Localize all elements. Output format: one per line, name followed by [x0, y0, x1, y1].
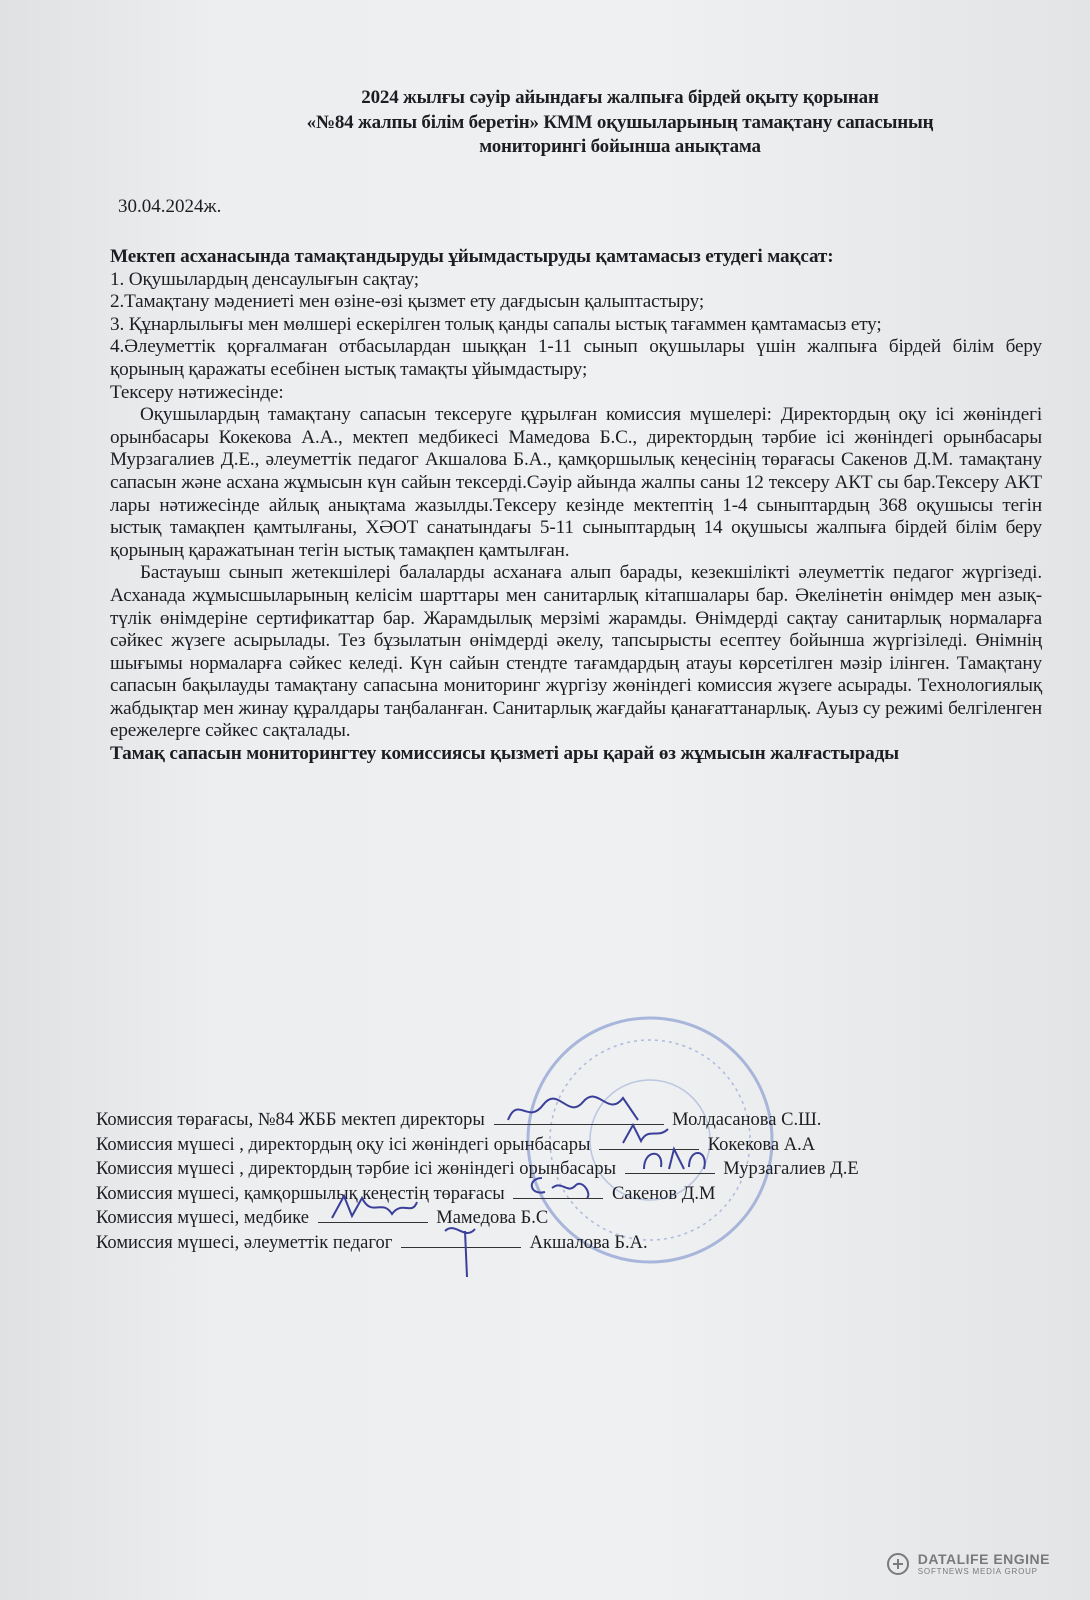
signatory-name: Сакенов Д.М: [611, 1183, 716, 1204]
document-date: 30.04.2024ж.: [118, 196, 222, 217]
paragraph-canteen: Бастауыш сынып жетекшілері балаларды асханаға алып барады, кезекшілікті әлеуметтік педагог жүргізеді. Асханада жұмысшыларының келісім шарттары мен санитарлық кітапшалары бар. Әкелінетін өнімдер мен азық-түлік өнімдеріне сертификаттар бар. Жарамдылық мерзімі жарамды. Өнімдерді сақтау санитарлық нормаларға сәйкес жүзеге асырылады. Тез бұзылатын өнімдерді әкелу, тапсырысты есептеу бойынша жүргізіледі. Өнімнің шығымы нормаларға сәйкес келеді. Күн сайын стендте тағамдардың атауы көрсетілген мәзір ілінген. Тамақтану сапасын бақылауды тамақтану сапасына мониторинг жүргізу жөніндегі комиссия жүзеге асырады. Технологиялық жабдықтар мен жинау құралдары таңбаланған. Санитарлық жағдайы қанағаттанарлық. Ауыз су режимі белгіленген ережелерге сәйкес сақталады.: [110, 562, 1042, 742]
signature-row: [96, 1108, 859, 1133]
title-line: 2024 жылғы сәуір айындағы жалпыға бірдей оқыту қорынан: [361, 87, 879, 108]
handwritten-signature: [517, 1164, 607, 1200]
watermark: [886, 1551, 1050, 1576]
document-title: [140, 86, 1090, 160]
signatory-name: Мурзагалиев Д.Е: [723, 1159, 859, 1179]
watermark-subtitle: SOFTNEWS MEDIA GROUP: [917, 1567, 1038, 1576]
signature-row: [96, 1157, 859, 1182]
goal-item: 1. Оқушылардың денсаулығын сақтау;: [110, 268, 419, 290]
watermark-title: DATALIFE ENGINE: [917, 1551, 1050, 1567]
title-line: мониторингі бойынша анықтама: [479, 136, 761, 157]
goal-heading: Мектеп асханасында тамақтандыруды ұйымдастыруды қамтамасыз етудегі мақсат:: [110, 246, 834, 267]
conclusion: Тамақ сапасын мониторингтеу комиссиясы қызметі ары қарай өз жұмысын жалғастырады: [110, 743, 899, 765]
signature-row: [96, 1231, 859, 1256]
goal-item: 4.Әлеуметтік қорғалмаған отбасылардан шыққан 1-11 сынып оқушылары үшін жалпыға бірдей білім беру қорының қаражаты есебінен ыстық тамақты ұйымдастыру;: [110, 336, 1042, 380]
handwritten-signature: [405, 1211, 525, 1281]
signatory-name: Молдасанова С.Ш.: [672, 1110, 822, 1130]
signatory-role: Комиссия төрағасы, №84 ЖББ мектеп директоры: [96, 1110, 485, 1130]
signatory-role: Комиссия мүшесі , директордың тәрбие ісі жөніндегі орынбасары: [96, 1159, 617, 1179]
signatory-role: Комиссия мүшесі, қамқоршылық кеңестің төрағасы: [96, 1183, 505, 1204]
signatory-name: Кокекова А.А: [707, 1134, 816, 1155]
signature-block: [96, 1108, 859, 1255]
signature-line: [513, 1182, 603, 1199]
paragraph-inspection: Оқушылардың тамақтану сапасын тексеруге құрылған комиссия мүшелері: Директордың оқу ісі жөніндегі орынбасары Кокекова А.А., мектеп медбикесі Мамедова Б.С., директордың тәрбие ісі жөніндегі орынбасары Мурзагалиев Д.Е., әлеуметтік педагог Акшалова Б.А., қамқоршылық кеңесінің төрағасы Сакенов Д.М. тамақтану сапасын және асхана жұмысын күн сайын тексерді.Сәуір айында жалпы саны 12 тексеру АКТ сы бар.Тексеру АКТ лары нәтижесінде айлық анықтама жазылды.Тексеру кезінде мектептің 1-4 сыныптардың 368 оқушысы тегін ыстық тамақпен қамтылғаны, ХӘОТ санатындағы 5-11 сыныптардың 14 оқушысы жалпыға бірдей білім беру қорының қаражатынан тегін ыстық тамақпен қамтылған.: [110, 404, 1042, 561]
datalife-logo-icon: [886, 1552, 910, 1576]
signature-row: [96, 1182, 859, 1207]
signatory-name: Мамедова Б.С: [436, 1208, 549, 1228]
signature-line: [401, 1231, 521, 1248]
signatory-role: Комиссия мүшесі, медбике: [96, 1208, 309, 1228]
document-body: [110, 246, 1042, 766]
signature-row: [96, 1133, 859, 1158]
signature-line: [625, 1157, 715, 1174]
signatory-name: Акшалова Б.А.: [529, 1232, 648, 1253]
title-line: «№84 жалпы білім беретін» КММ оқушыларының тамақтану сапасының: [306, 111, 934, 133]
signatory-role: Комиссия мүшесі , директордың оқу ісі жөніндегі орынбасары: [96, 1134, 591, 1155]
signatory-role: Комиссия мүшесі, әлеуметтік педагог: [96, 1232, 393, 1253]
goal-item: 3. Құнарлылығы мен мөлшері ескерілген толық қанды сапалы ыстық тағаммен қамтамасыз ету;: [110, 313, 882, 335]
handwritten-signature: [629, 1139, 719, 1175]
goal-item: 2.Тамақтану мәдениеті мен өзіне-өзі қызмет ету дағдысын қалыптастыру;: [110, 291, 705, 313]
results-label: Тексеру нәтижесінде:: [110, 381, 284, 403]
